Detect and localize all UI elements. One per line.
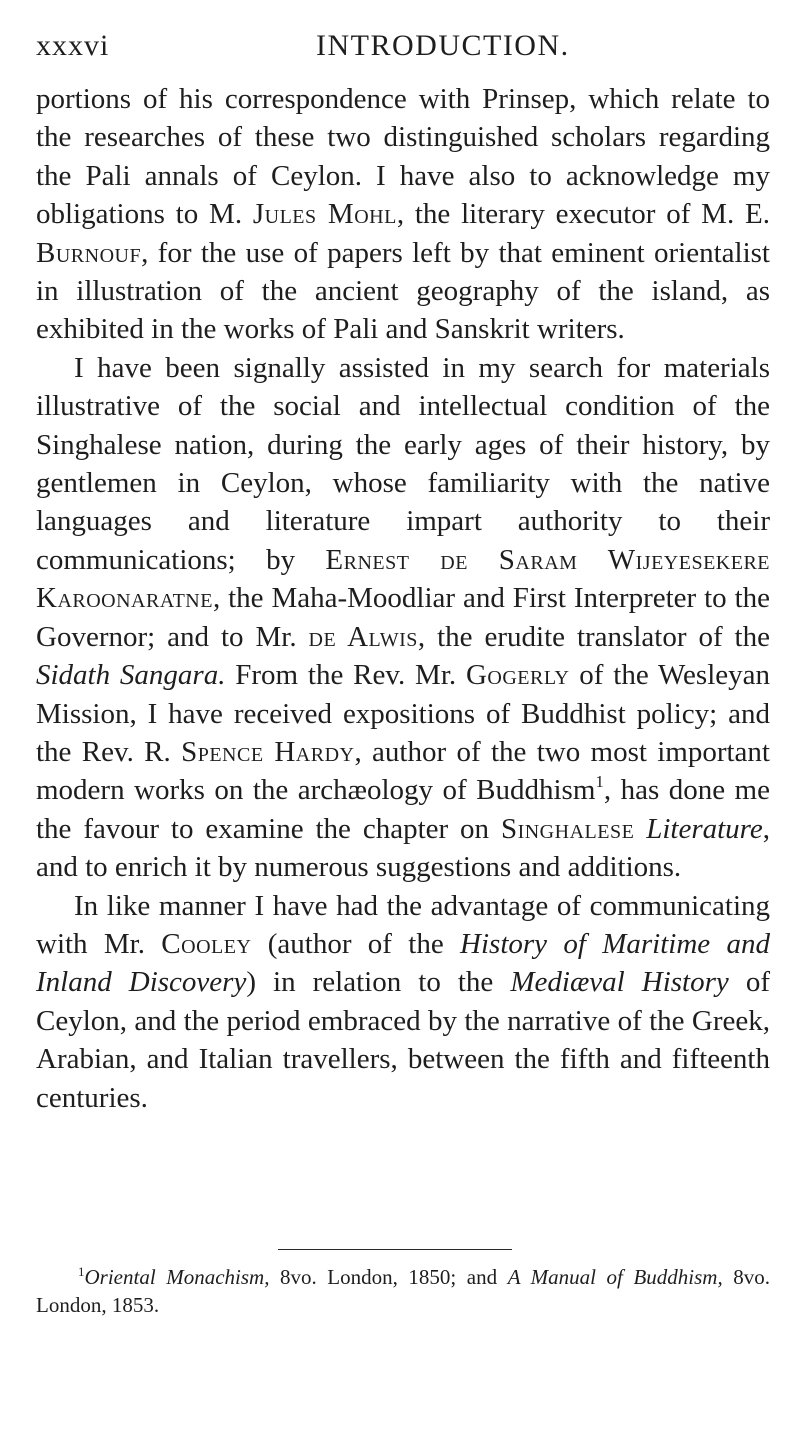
proper-name: de Alwis: [308, 620, 418, 653]
text-run: In like manner I have had the advantage of communicating with Mr.: [36, 889, 770, 960]
text-run: I have been signally assisted in my search for materials illustrative of the social and intellectual condition of the Singhalese nation, during the early ages of their history, by gentlemen in Ceylon, whose familiarity with the native languages and literature impart authority to their communications; by: [36, 351, 770, 576]
text-run: , has done me the favour to examine the chapter on: [36, 774, 770, 845]
text-run: , the erudite translator of the: [417, 620, 770, 653]
running-header: [36, 26, 768, 66]
page-number: xxxvi: [36, 29, 110, 62]
italic-title: Mediæval History: [510, 966, 729, 999]
text-run: (author of the: [251, 927, 461, 960]
proper-name: Cooley: [161, 927, 252, 960]
text-run: 8vo. London, 1850; and: [269, 1265, 508, 1289]
text-run: 8vo. London, 1853.: [36, 1265, 771, 1317]
text-run: [634, 813, 646, 845]
running-title: INTRODUCTION.: [316, 29, 570, 62]
proper-name: Gogerly: [465, 659, 570, 692]
text-run: , for the use of papers left by that eminent orientalist in illustration of the ancient geography of the island, as exhibited in the works of Pali and Sanskrit writers.: [36, 236, 770, 346]
footnote-marker: 1: [78, 1264, 85, 1279]
footnote: [36, 1263, 770, 1319]
footnote-rule: [278, 1249, 512, 1250]
footnote-body: [36, 1265, 770, 1317]
italic-title: History of Maritime and Inland Discovery: [36, 927, 770, 999]
body-text: [36, 80, 770, 1117]
proper-name: Burnouf: [36, 236, 142, 269]
text-run: From the Rev. Mr.: [225, 659, 466, 692]
text-run: portions of his correspondence with Prinsep, which relate to the researches of these two distinguished scholars regarding the Pali annals of Ceylon. I have also to acknowledge my obligations to M.: [36, 83, 770, 231]
text-run: , and to enrich it by numerous suggestions and additions.: [36, 812, 770, 884]
text-run: , the literary executor of M. E.: [396, 198, 770, 231]
italic-title: Sidath Sangara.: [36, 659, 226, 692]
text-run: ) in relation to the: [246, 966, 511, 999]
text-run: of Ceylon, and the period embraced by the narrative of the Greek, Arabian, and Italian travellers, between the fifth and fifteenth centuries.: [36, 966, 770, 1114]
footnote-text: [36, 1263, 770, 1319]
italic-title: Literature: [646, 812, 763, 845]
paragraph: [36, 80, 770, 349]
text-run: , author of the two most important modern works on the archæology of Buddhism: [36, 735, 770, 807]
proper-name: Singhalese: [500, 812, 635, 845]
proper-name: Spence Hardy: [181, 735, 355, 768]
text-run: , the Maha-Moodliar and First Interpreter to the Governor; and to Mr.: [36, 582, 770, 653]
paragraph: [36, 349, 770, 887]
italic-title: A Manual of Buddhism,: [507, 1265, 723, 1289]
italic-title: Oriental Monachism,: [84, 1265, 270, 1289]
footnote-reference: 1: [595, 772, 604, 792]
text-run: of the Wesleyan Mission, I have received expositions of Buddhist policy; and the Rev. R.: [36, 659, 770, 768]
proper-name: Jules Mohl: [252, 198, 397, 231]
paragraph: [36, 887, 770, 1117]
proper-name: Ernest de Saram Wijeyesekere Karoonaratne: [36, 543, 771, 615]
